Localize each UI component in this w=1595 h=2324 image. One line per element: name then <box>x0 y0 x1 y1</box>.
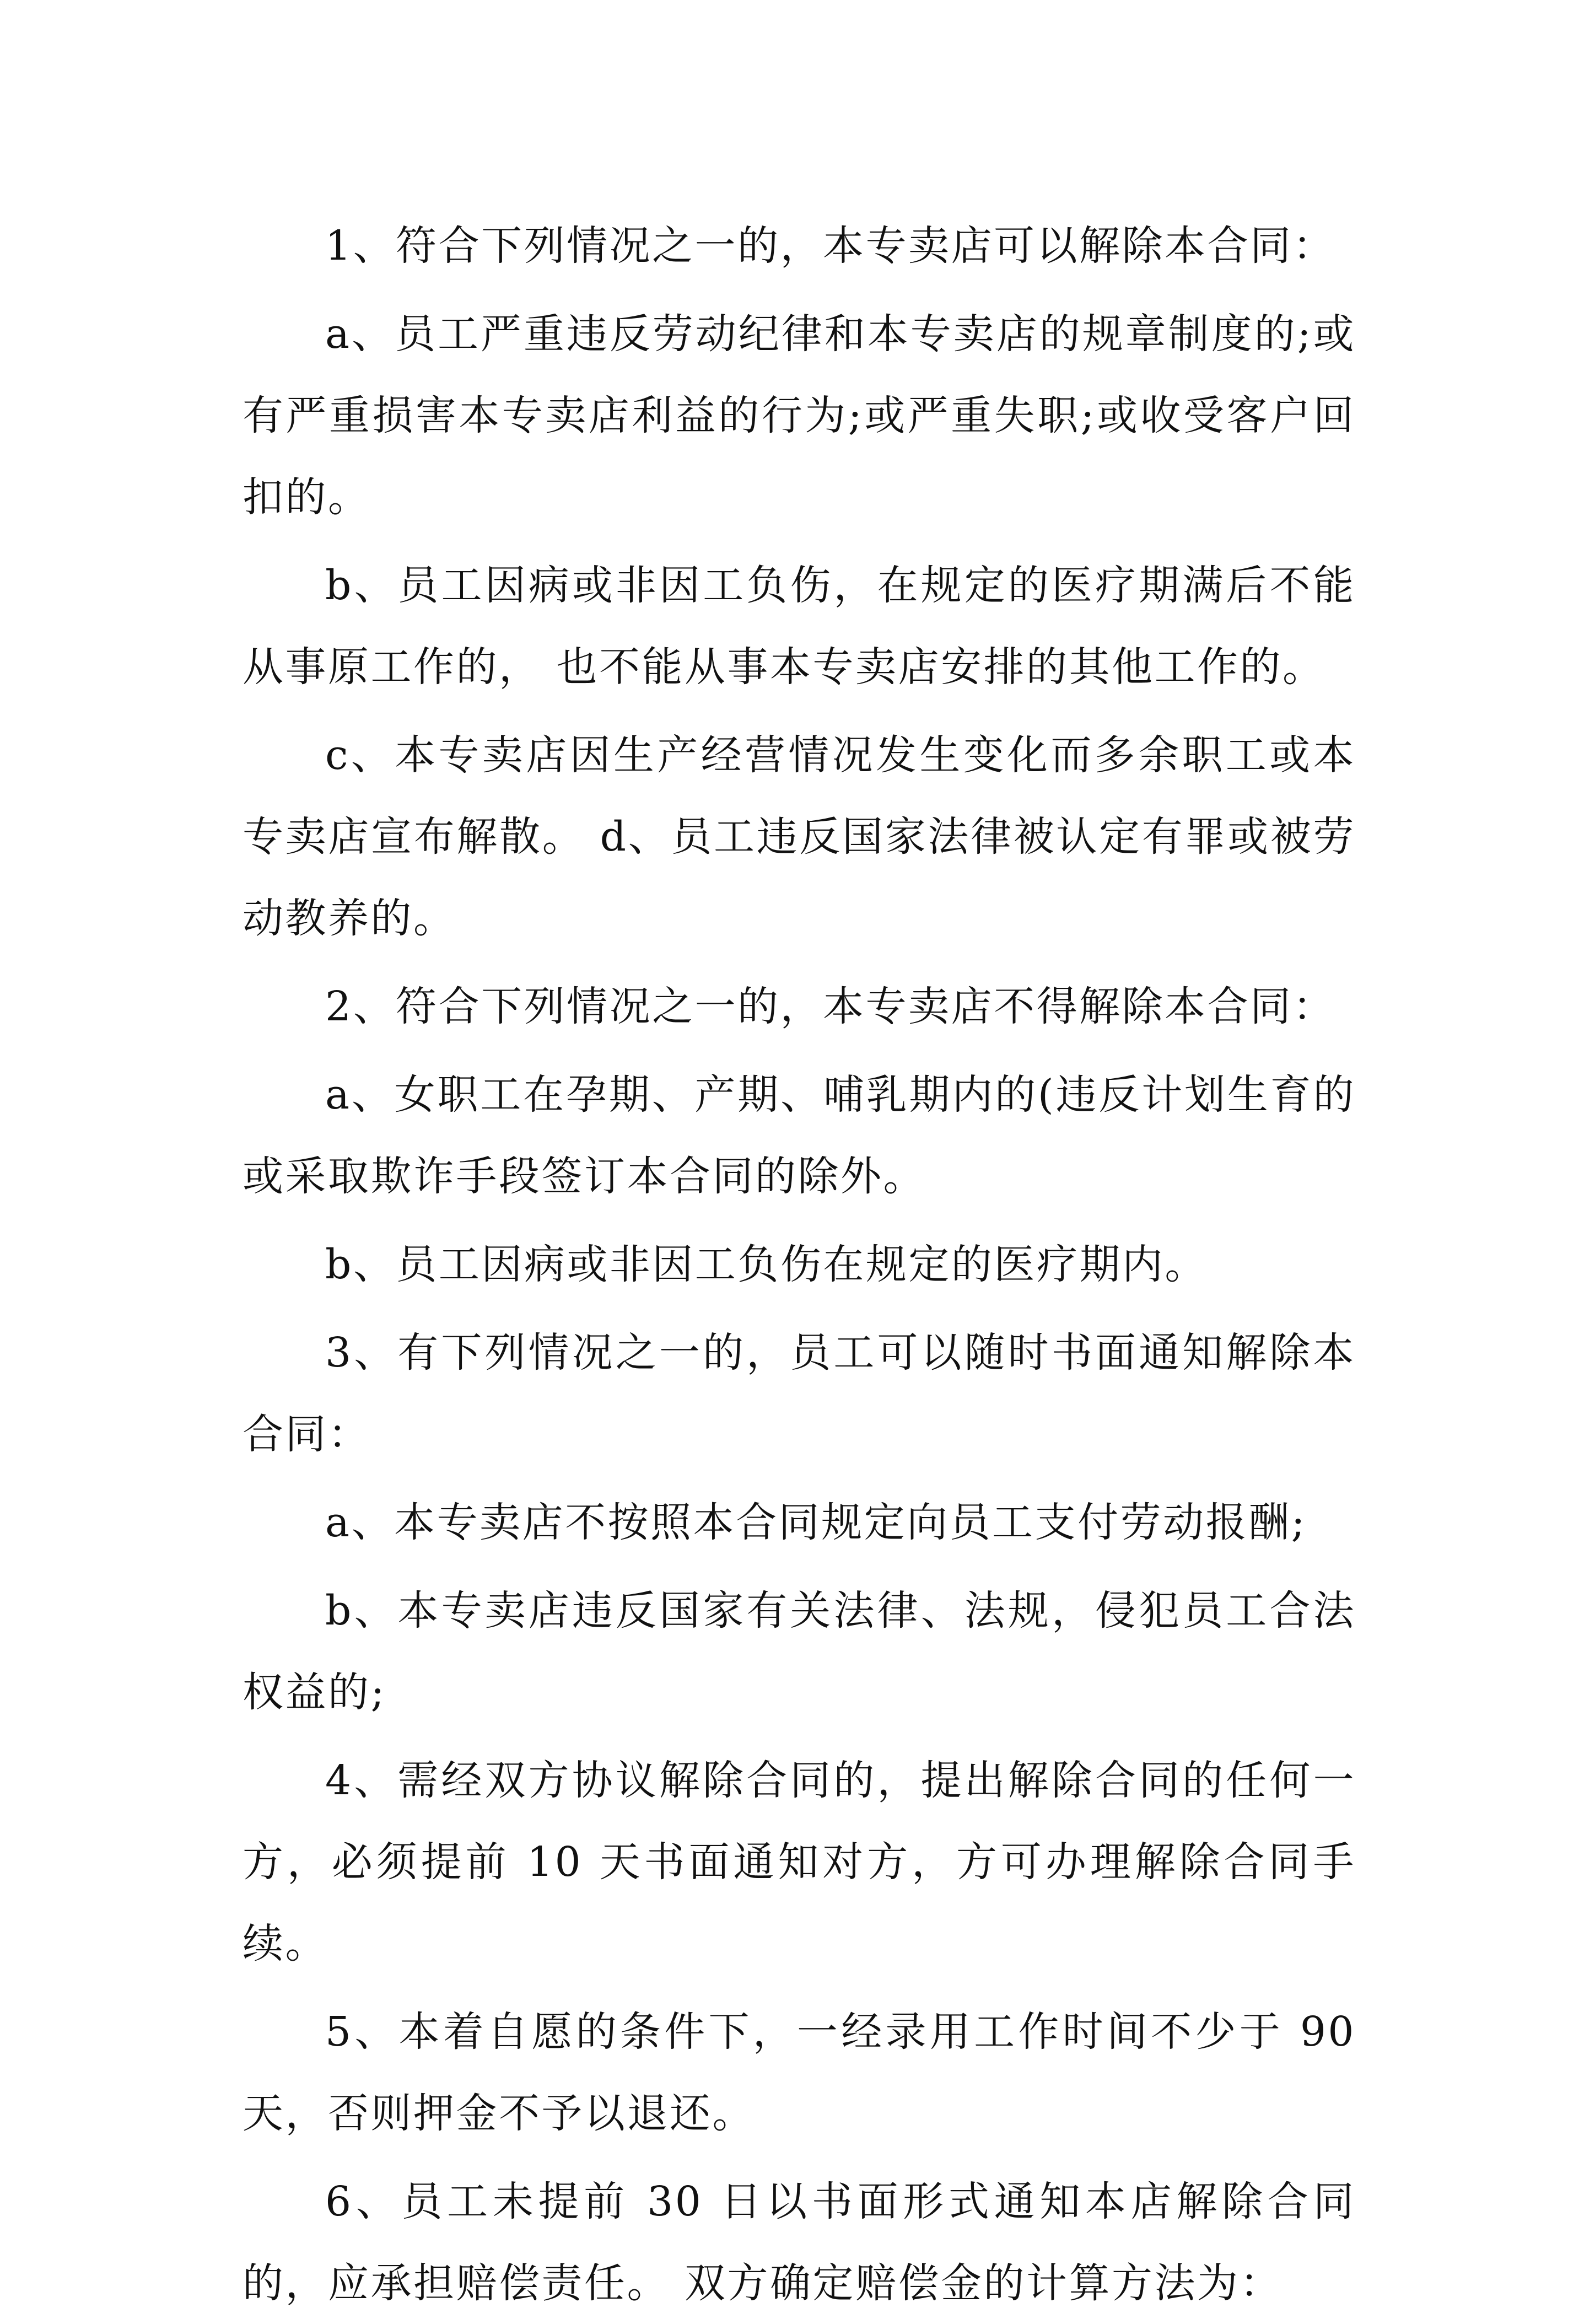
clause-2-heading: 2、符合下列情况之一的，本专卖店不得解除本合同： <box>325 983 1336 1030</box>
clause-1-heading: 1、符合下列情况之一的，本专卖店可以解除本合同： <box>325 222 1336 270</box>
clause-5: 5、本着自愿的条件下，一经录用工作时间不少于 90 天，否则押金不予以退还。 <box>243 2008 1356 2137</box>
clause-4: 4、需经双方协议解除合同的，提出解除合同的任何一方，必须提前 10 天书面通知对方，方可办理解除合同手续。 <box>243 1757 1356 1967</box>
clause-2b: b、员工因病或非因工负伤在规定的医疗期内。 <box>325 1241 1208 1288</box>
document-body <box>243 205 1356 2324</box>
clause-3b: b、本专卖店违反国家有关法律、法规，侵犯员工合法权益的; <box>243 1587 1356 1716</box>
clause-1a: a、员工严重违反劳动纪律和本专卖店的规章制度的;或有严重损害本专卖店利益的行为;或严重失职;或收受客户回扣的。 <box>243 310 1356 521</box>
clause-1c-1d: c、本专卖店因生产经营情况发生变化而多余职工或本专卖店宣布解散。 d、员工违反国家法律被认定有罪或被劳动教养的。 <box>243 731 1356 942</box>
clause-3-heading: 3、有下列情况之一的，员工可以随时书面通知解除本合同： <box>243 1329 1356 1458</box>
clause-1b: b、员工因病或非因工负伤，在规定的医疗期满后不能从事原工作的， 也不能从事本专卖店安排的其他工作的。 <box>243 562 1356 691</box>
clause-6: 6、员工未提前 30 日以书面形式通知本店解除合同的，应承担赔偿责任。 双方确定赔偿金的计算方法为： <box>243 2178 1356 2307</box>
clause-2a: a、女职工在孕期、产期、哺乳期内的(违反计划生育的或采取欺诈手段签订本合同的除外。 <box>243 1071 1356 1200</box>
clause-3a: a、本专卖店不按照本合同规定向员工支付劳动报酬; <box>325 1499 1307 1546</box>
